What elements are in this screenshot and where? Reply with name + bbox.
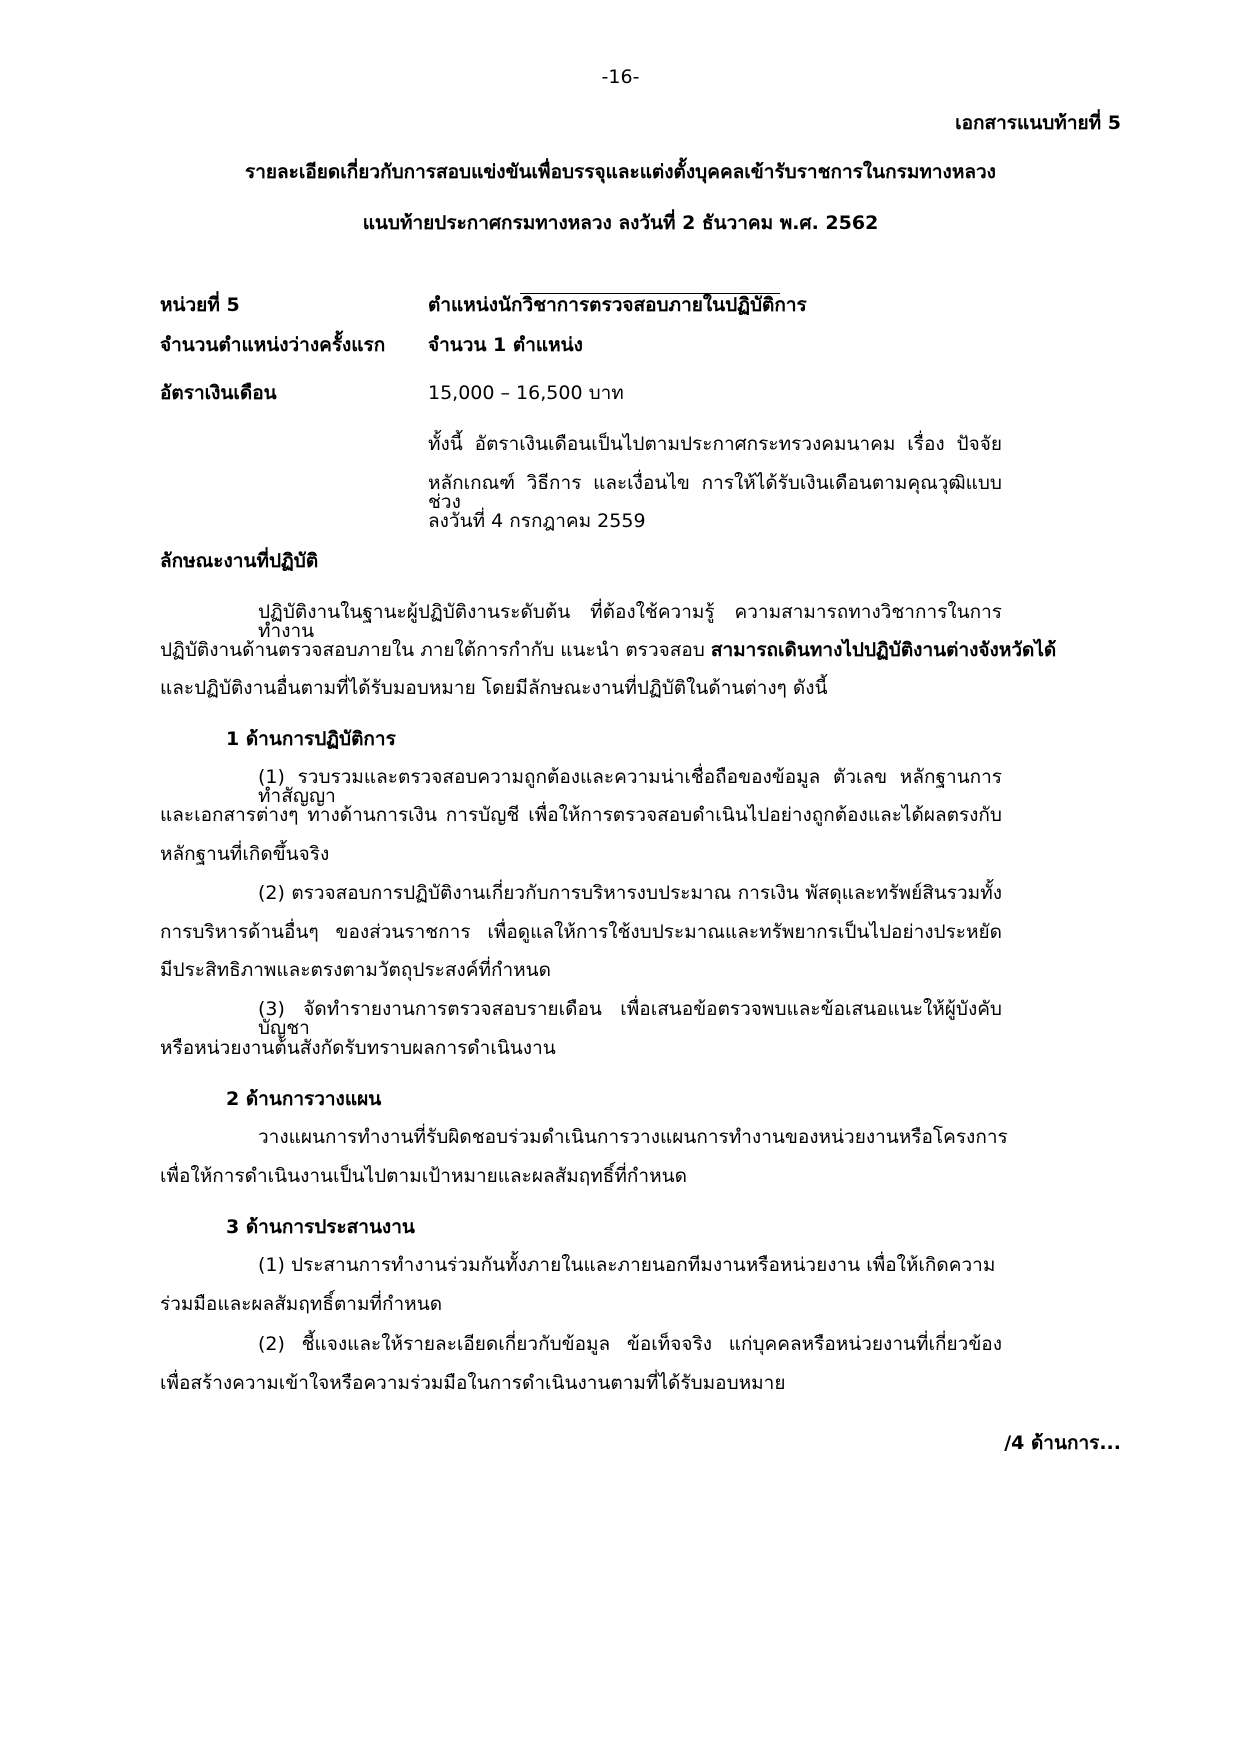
position-title: ตำแหน่งนักวิชาการตรวจสอบภายในปฏิบัติการ (428, 294, 807, 316)
paragraph-line: หลักฐานที่เกิดขึ้นจริง (160, 843, 330, 865)
duties-heading: ลักษณะงานที่ปฏิบัติ (160, 550, 319, 572)
salary-note-line: ทั้งนี้ อัตราเงินเดือนเป็นไปตามประกาศกระทรวงคมนาคม เรื่อง ปัจจัย (428, 433, 1002, 455)
salary-note-line: ลงวันที่ 4 กรกฎาคม 2559 (428, 510, 646, 532)
intro-line-text: ปฏิบัติงานด้านตรวจสอบภายใน ภายใต้การกำกับ แนะนำ ตรวจสอบ (160, 639, 711, 661)
vacancies-label: จำนวนตำแหน่งว่างครั้งแรก (160, 334, 386, 356)
salary-note-line: หลักเกณฑ์ วิธีการ และเงื่อนไข การให้ได้รับเงินเดือนตามคุณวุฒิแบบช่วง (428, 472, 1002, 513)
paragraph-line: การบริหารด้านอื่นๆ ของส่วนราชการ เพื่อดูแลให้การใช้งบประมาณและทรัพยากรเป็นไปอย่างประหยัด (160, 921, 1002, 943)
paragraph-line: ร่วมมือและผลสัมฤทธิ์ตามที่กำหนด (160, 1293, 443, 1315)
paragraph-line: (3) จัดทำรายงานการตรวจสอบรายเดือน เพื่อเสนอข้อตรวจพบและข้อเสนอแนะให้ผู้บังคับบัญชา (258, 998, 1002, 1039)
document-subtitle: แนบท้ายประกาศกรมทางหลวง ลงวันที่ 2 ธันวาคม พ.ศ. 2562 (362, 212, 879, 234)
paragraph-line: เพื่อสร้างความเข้าใจหรือความร่วมมือในการดำเนินงานตามที่ได้รับมอบหมาย (160, 1372, 786, 1394)
salary-value: 15,000 – 16,500 บาท (428, 382, 624, 404)
intro-line: ปฏิบัติงานในฐานะผู้ปฏิบัติงานระดับต้น ที่ต้องใช้ความรู้ ความสามารถทางวิชาการในการทำงาน (258, 601, 1002, 642)
paragraph-line: (2) ชี้แจงและให้รายละเอียดเกี่ยวกับข้อมูล ข้อเท็จจริง แก่บุคคลหรือหน่วยงานที่เกี่ยวข้อง (258, 1333, 1002, 1355)
paragraph-line: วางแผนการทำงานที่รับผิดชอบร่วมดำเนินการวางแผนการทำงานของหน่วยงานหรือโครงการ (258, 1126, 1008, 1148)
paragraph-line: (1) ประสานการทำงานร่วมกันทั้งภายในและภายนอกทีมงานหรือหน่วยงาน เพื่อให้เกิดความ (258, 1254, 996, 1276)
paragraph-line: เพื่อให้การดำเนินงานเป็นไปตามเป้าหมายและผลสัมฤทธิ์ที่กำหนด (160, 1165, 687, 1187)
salary-label: อัตราเงินเดือน (160, 382, 277, 404)
paragraph-line: (1) รวบรวมและตรวจสอบความถูกต้องและความน่าเชื่อถือของข้อมูล ตัวเลข หลักฐานการทำสัญญา (258, 766, 1002, 807)
attachment-label: เอกสารแนบท้ายที่ 5 (955, 112, 1121, 134)
unit-label: หน่วยที่ 5 (160, 294, 240, 316)
paragraph-line: มีประสิทธิภาพและตรงตามวัตถุประสงค์ที่กำหนด (160, 959, 551, 981)
vacancies-value: จำนวน 1 ตำแหน่ง (428, 334, 583, 356)
section-heading: 2 ด้านการวางแผน (226, 1088, 382, 1110)
section-heading: 1 ด้านการปฏิบัติการ (226, 728, 396, 750)
paragraph-line: (2) ตรวจสอบการปฏิบัติงานเกี่ยวกับการบริหารงบประมาณ การเงิน พัสดุและทรัพย์สินรวมทั้ง (258, 882, 1002, 904)
section-heading: 3 ด้านการประสานงาน (226, 1216, 415, 1238)
paragraph-line: หรือหน่วยงานต้นสังกัดรับทราบผลการดำเนินงาน (160, 1037, 556, 1059)
paragraph-line: และเอกสารต่างๆ ทางด้านการเงิน การบัญชี เพื่อให้การตรวจสอบดำเนินไปอย่างถูกต้องและได้ผลตรงกับ (160, 804, 1002, 826)
page-number: -16- (601, 66, 640, 88)
intro-line (160, 639, 1057, 661)
document-title: รายละเอียดเกี่ยวกับการสอบแข่งขันเพื่อบรรจุและแต่งตั้งบุคคลเข้ารับราชการในกรมทางหลวง (245, 161, 996, 183)
intro-travel-requirement: สามารถเดินทางไปปฏิบัติงานต่างจังหวัดได้ (710, 639, 1057, 661)
intro-line: และปฏิบัติงานอื่นตามที่ได้รับมอบหมาย โดยมีลักษณะงานที่ปฏิบัติในด้านต่างๆ ดังนี้ (160, 677, 828, 699)
continuation-marker: /4 ด้านการ... (1004, 1432, 1121, 1454)
